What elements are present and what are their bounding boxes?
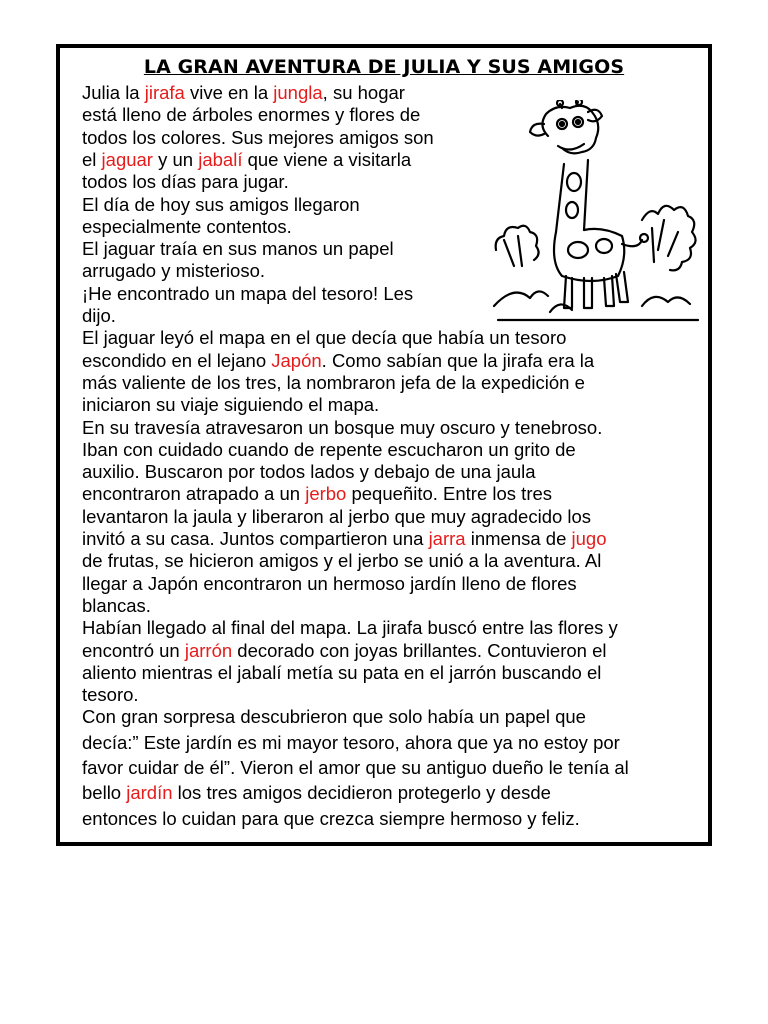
story-line [82,82,405,104]
text-run: El día de hoy sus amigos llegaron [82,193,360,215]
text-run: los tres amigos decidieron protegerlo y desde [172,782,551,804]
text-run: inmensa de [465,528,572,549]
text-run: entonces lo cuidan para que crezca siempre hermoso y feliz. [82,807,580,829]
story-line [82,732,620,754]
keyword: Japón [271,349,322,371]
text-run: de frutas, se hicieron amigos y el jerbo se unió a la aventura. Al [82,550,602,572]
text-run: y un [152,148,199,170]
story-line [82,171,289,193]
keyword: jugo [571,528,607,549]
text-run: decorado con joyas brillantes. Contuvieron el [232,639,607,661]
text-run: En su travesía atravesaron un bosque muy oscuro y tenebroso. [82,416,603,438]
story-line [82,550,601,572]
text-run: está lleno de árboles enormes y flores de [82,104,421,126]
text-run: vive en la [184,82,274,103]
text-run: todos los días para jugar. [82,171,289,193]
text-run: auxilio. Buscaron por todos lados y debajo de una jaula [82,461,536,483]
giraffe-illustration [492,100,704,322]
keyword: jabalí [198,148,243,170]
text-run: especialmente contentos. [82,215,292,237]
story-line [82,461,536,483]
keyword: jaguar [101,148,153,170]
text-run: dijo. [82,305,116,326]
text-run: encontró un [82,639,185,661]
story-line [82,104,420,126]
text-run: . Como sabían que la jirafa era la [321,349,595,371]
story-line [82,350,594,372]
text-run: decía:” Este jardín es mi mayor tesoro, ahora que ya no estoy por [82,731,620,753]
story-line [82,216,292,238]
story-line [82,684,139,706]
story-line [82,394,379,416]
story-line [82,283,413,305]
keyword: jarra [428,528,466,549]
story-line [82,417,602,439]
keyword: jarrón [184,639,233,661]
keyword: jungla [273,82,323,103]
text-run: Habían llegado al final del mapa. La jirafa buscó entre las flores y [82,617,618,639]
text-run: blancas. [82,594,151,616]
text-run: bello [82,782,127,804]
story-title: LA GRAN AVENTURA DE JULIA Y SUS AMIGOS [143,56,625,78]
story-line [82,238,394,260]
story-line [82,757,629,779]
story-line [82,260,265,282]
text-run: escondido en el lejano [82,349,272,371]
keyword: jardín [126,782,173,804]
text-run: que viene a visitarla [242,148,412,170]
text-run: encontraron atrapado a un [82,483,306,505]
story-line [82,483,552,505]
text-run: todos los colores. Sus mejores amigos son [82,126,434,148]
story-line [82,595,151,617]
text-run: Julia la [82,82,145,103]
story-line [82,573,577,595]
text-run: Con gran sorpresa descubrieron que solo había un papel que [82,706,586,728]
text-run: El jaguar traía en sus manos un papel [82,238,394,260]
story-line [82,305,116,327]
story-line [82,194,360,216]
text-run: más valiente de los tres, la nombraron jefa de la expedición e [82,371,585,393]
story-line [82,808,580,830]
keyword: jerbo [305,483,347,505]
story-line [82,782,551,804]
story-line [82,617,618,639]
text-run: tesoro. [82,684,139,706]
text-run: el [82,148,102,170]
story-line [82,706,586,728]
text-run: levantaron la jaula y liberaron al jerbo que muy agradecido los [82,505,592,527]
text-run: arrugado y misterioso. [82,260,266,282]
text-run: iniciaron su viaje siguiendo el mapa. [82,394,380,416]
keyword: jirafa [144,82,185,103]
story-line [82,327,566,349]
text-run: favor cuidar de él”. Vieron el amor que su antiguo dueño le tenía al [82,757,629,778]
story-line [82,528,607,550]
story-line [82,640,607,662]
text-run: aliento mientras el jabalí metía su pata en el jarrón buscando el [82,661,602,683]
text-run: invitó a su casa. Juntos compartieron una [82,528,429,549]
story-frame [56,44,712,846]
story-line [82,149,411,171]
story-line [82,662,601,684]
story-line [82,127,434,149]
text-run: , su hogar [322,82,405,103]
story-line [82,439,576,461]
text-run: llegar a Japón encontraron un hermoso jardín lleno de flores [82,572,577,594]
text-run: ¡He encontrado un mapa del tesoro! Les [82,282,414,304]
text-run: El jaguar leyó el mapa en el que decía que había un tesoro [82,327,567,349]
story-line [82,506,591,528]
text-run: Iban con cuidado cuando de repente escucharon un grito de [82,438,576,460]
text-run: pequeñito. Entre los tres [346,483,553,505]
story-line [82,372,585,394]
